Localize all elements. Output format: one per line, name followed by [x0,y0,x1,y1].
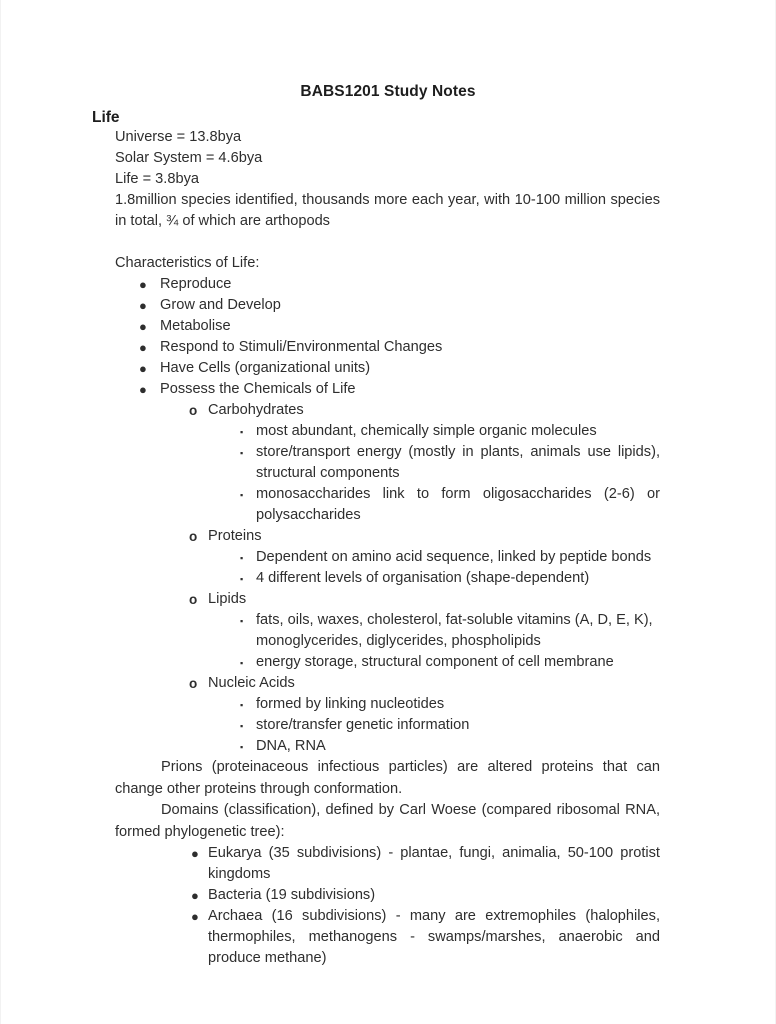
list-item [0,589,776,610]
bullet-square-icon: ▪ [240,742,244,752]
bullet-square-icon: ▪ [240,427,244,437]
bullet-disc-icon: ● [139,319,147,334]
lipids-details [0,610,776,673]
list-item [0,906,776,969]
prions-paragraph: Prions (proteinaceous infectious particles) are altered proteins that can change other proteins through conformation. [115,759,660,797]
list-item-label: formed by linking nucleotides [256,696,445,712]
bullet-square-icon: ▪ [240,574,244,584]
list-item [0,295,776,316]
fact-life: Life = 3.8bya [115,171,199,187]
list-item-label: Carbohydrates [208,402,304,418]
list-item-label: Proteins [208,528,262,544]
list-item [0,316,776,337]
bullet-square-icon: ▪ [240,616,244,626]
list-item-label: Lipids [208,591,247,607]
bullet-square-icon: ▪ [240,721,244,731]
bullet-circle-icon: o [189,676,198,691]
list-item-label: Metabolise [160,318,231,334]
bullet-square-icon: ▪ [240,553,244,563]
characteristics-label: Characteristics of Life: [115,255,260,271]
list-item [0,526,776,547]
list-item [0,652,776,673]
list-item-label: Bacteria (19 subdivisions) [208,887,376,903]
list-item [0,736,776,757]
list-item [0,843,776,885]
bullet-square-icon: ▪ [240,448,244,458]
list-item [0,885,776,906]
list-item-label: Respond to Stimuli/Environmental Changes [160,339,443,355]
bullet-disc-icon: ● [139,382,147,397]
list-item-label: most abundant, chemically simple organic molecules [256,423,597,439]
list-item-label: 4 different levels of organisation (shape-dependent) [256,570,590,586]
section-heading-life: Life [92,109,120,126]
bullet-square-icon: ▪ [240,700,244,710]
list-item [0,568,776,589]
list-item-label: Reproduce [160,276,232,292]
list-item-label: store/transfer genetic information [256,717,470,733]
domains-paragraph: Domains (classification), defined by Carl Woese (compared ribosomal RNA, formed phylogenetic tree): [115,802,660,840]
bullet-disc-icon: ● [139,277,147,292]
list-item-label: fats, oils, waxes, cholesterol, fat-soluble vitamins (A, D, E, K), monoglycerides, diglycerides, phospholipids [256,612,653,649]
characteristics-list [0,274,776,400]
list-item-label: Have Cells (organizational units) [160,360,371,376]
list-item [0,358,776,379]
proteins-details [0,547,776,589]
list-item-label: store/transport energy (mostly in plants, animals use lipids), structural components [256,444,660,481]
bullet-square-icon: ▪ [240,490,244,500]
list-item-label: energy storage, structural component of cell membrane [256,654,614,670]
list-item [0,484,776,526]
list-item [0,274,776,295]
list-item [0,715,776,736]
list-item [0,421,776,442]
list-item [0,337,776,358]
bullet-disc-icon: ● [191,846,199,861]
list-item-label: DNA, RNA [256,738,326,754]
paragraph-spacer [0,232,776,253]
list-item [0,610,776,652]
bullet-disc-icon: ● [139,298,147,313]
nucleic-acids-details [0,694,776,757]
bullet-square-icon: ▪ [240,658,244,668]
bullet-disc-icon: ● [191,888,199,903]
list-item-label: Eukarya (35 subdivisions) - plantae, fungi, animalia, 50-100 protist kingdoms [208,845,660,882]
fact-solar-system: Solar System = 4.6bya [115,150,263,166]
chemicals-list [0,673,776,694]
bullet-disc-icon: ● [139,361,147,376]
chemicals-list [0,526,776,547]
chemicals-list [0,589,776,610]
domains-list [0,843,776,969]
list-item-label: Archaea (16 subdivisions) - many are extremophiles (halophiles, thermophiles, methanogens - swamps/marshes, anaerobic and produce methane) [208,908,660,966]
carbohydrates-details [0,421,776,526]
list-item-label: Grow and Develop [160,297,281,313]
list-item-label: Possess the Chemicals of Life [160,381,356,397]
bullet-disc-icon: ● [139,340,147,355]
list-item-label: Dependent on amino acid sequence, linked by peptide bonds [256,549,652,565]
fact-universe: Universe = 13.8bya [115,129,242,145]
bullet-circle-icon: o [189,403,198,418]
list-item [0,400,776,421]
bullet-disc-icon: ● [191,909,199,924]
list-item-label: Nucleic Acids [208,675,295,691]
list-item [0,379,776,400]
page-title: BABS1201 Study Notes [300,83,476,100]
bullet-circle-icon: o [189,529,198,544]
list-item [0,694,776,715]
list-item-label: monosaccharides link to form oligosaccharides (2-6) or polysaccharides [256,486,660,523]
list-item [0,673,776,694]
list-item [0,547,776,568]
chemicals-list [0,400,776,421]
bullet-circle-icon: o [189,592,198,607]
intro-paragraph: 1.8million species identified, thousands more each year, with 10-100 million species in total, ¾ of which are arthopods [115,192,660,229]
list-item [0,442,776,484]
